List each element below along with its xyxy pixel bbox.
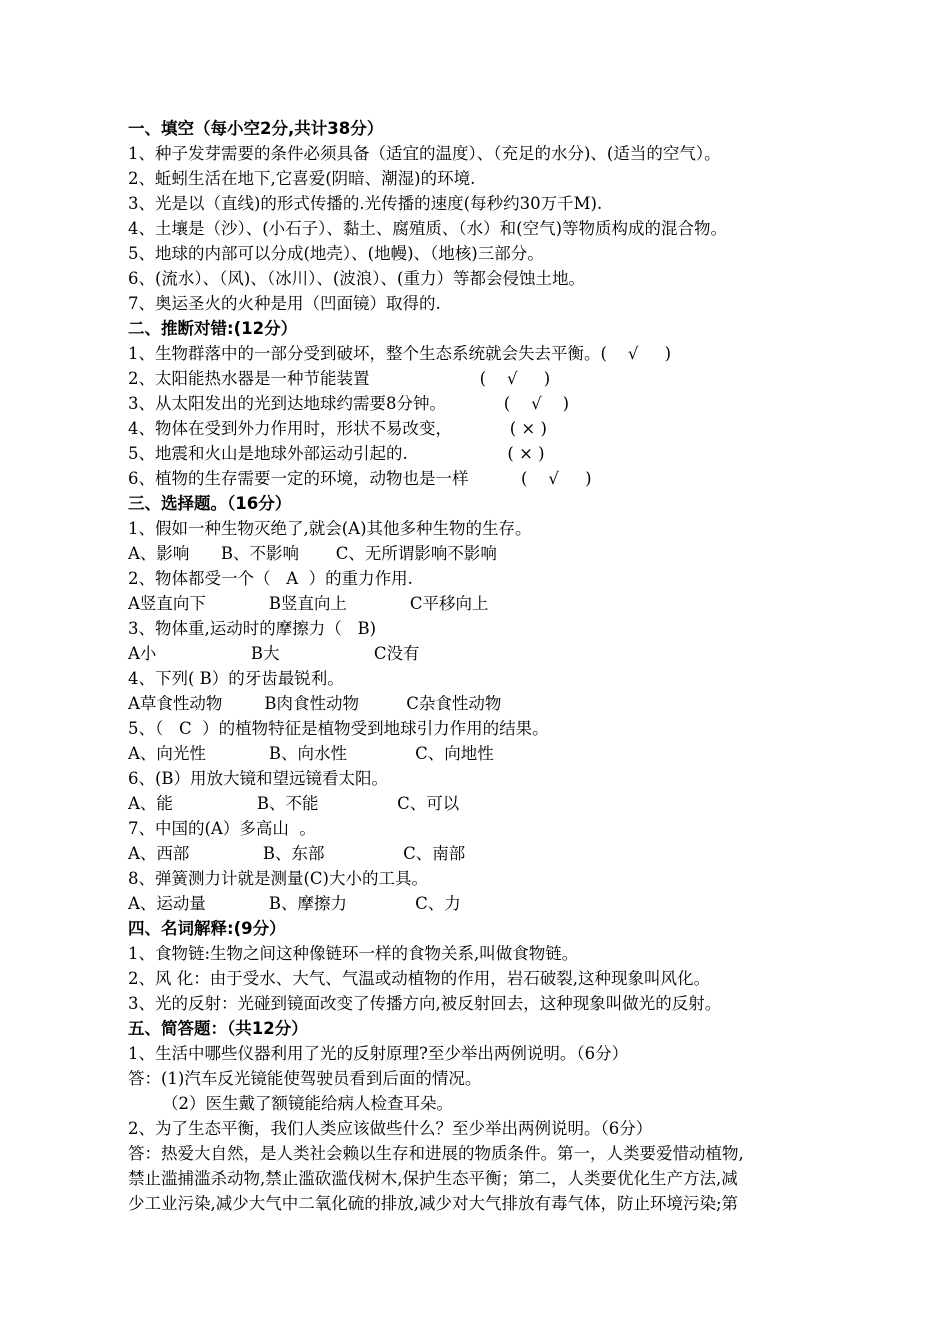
text-line: 1、生物群落中的一部分受到破坏，整个生态系统就会失去平衡。( √ ) xyxy=(128,344,672,363)
text-line: 8、弹簧测力计就是测量(C)大小的工具。 xyxy=(128,869,428,888)
section-heading: 三、选择题。（16分） xyxy=(128,494,292,513)
text-line: A、能 B、不能 C、可以 xyxy=(128,794,460,813)
text-line: 1、假如一种生物灭绝了,就会(A)其他多种生物的生存。 xyxy=(128,519,532,538)
text-line: 2、蚯蚓生活在地下,它喜爱(阴暗、潮湿)的环境. xyxy=(128,169,476,188)
text-line: A小 B大 C没有 xyxy=(128,644,420,663)
text-line: A、向光性 B、向水性 C、向地性 xyxy=(128,744,494,763)
text-line: 7、中国的(A）多高山 。 xyxy=(128,819,316,838)
text-line: （2）医生戴了额镜能给病人检查耳朵。 xyxy=(162,1094,453,1113)
text-line: 3、光的反射：光碰到镜面改变了传播方向,被反射回去，这种现象叫做光的反射。 xyxy=(128,994,722,1013)
text-line: 5、（ C ）的植物特征是植物受到地球引力作用的结果。 xyxy=(128,719,549,738)
section-heading: 一、填空（每小空2分,共计38分） xyxy=(128,119,384,138)
text-line: A竖直向下 B竖直向上 C平移向上 xyxy=(128,594,489,613)
text-line: 5、地球的内部可以分成(地壳）、(地幔)、（地核)三部分。 xyxy=(128,244,544,263)
text-line: 1、食物链:生物之间这种像链环一样的食物关系,叫做食物链。 xyxy=(128,944,579,963)
section-heading: 五、简答题：（共12分） xyxy=(128,1019,308,1038)
text-line: A、西部 B、东部 C、南部 xyxy=(128,844,466,863)
text-line: 2、太阳能热水器是一种节能装置 ( √ ) xyxy=(128,369,551,388)
text-line: 禁止滥捕滥杀动物,禁止滥砍滥伐树木,保护生态平衡；第二，人类要优化生产方法,减 xyxy=(128,1169,738,1188)
text-line: 1、种子发芽需要的条件必须具备（适宜的温度）、（充足的水分)、(适当的空气）。 xyxy=(128,144,721,163)
text-line: A草食性动物 B肉食性动物 C杂食性动物 xyxy=(128,694,502,713)
section-heading: 四、名词解释:(9分） xyxy=(128,919,286,938)
text-line: 答：热爱大自然，是人类社会赖以生存和进展的物质条件。第一，人类要爱惜动植物, xyxy=(128,1144,744,1163)
text-line: 6、(流水）、（风)、（冰川）、(波浪）、(重力）等都会侵蚀土地。 xyxy=(128,269,585,288)
text-line: 3、从太阳发出的光到达地球约需要8分钟。 ( √ ) xyxy=(128,394,570,413)
text-line: 4、下列( B）的牙齿最锐利。 xyxy=(128,669,344,688)
text-line: 4、物体在受到外力作用时，形状不易改变， ( × ) xyxy=(128,419,547,438)
text-line: 答：(1)汽车反光镜能使驾驶员看到后面的情况。 xyxy=(128,1069,482,1088)
text-line: A、影响 B、不影响 C、无所谓影响不影响 xyxy=(128,544,497,563)
text-line: 6、植物的生存需要一定的环境，动物也是一样 ( √ ) xyxy=(128,469,592,488)
text-line: 4、土壤是（沙）、(小石子）、黏土、腐殖质、（水）和(空气)等物质构成的混合物。 xyxy=(128,219,728,238)
text-line: A、运动量 B、摩擦力 C、力 xyxy=(128,894,461,913)
text-line: 3、物体重,运动时的摩擦力（ B) xyxy=(128,619,377,638)
text-line: 5、地震和火山是地球外部运动引起的. ( × ) xyxy=(128,444,545,463)
text-line: 1、生活中哪些仪器利用了光的反射原理?至少举出两例说明。（6分） xyxy=(128,1044,629,1063)
text-line: 2、物体都受一个（ A ）的重力作用. xyxy=(128,569,413,588)
text-line: 2、风 化：由于受水、大气、气温或动植物的作用，岩石破裂,这种现象叫风化。 xyxy=(128,969,710,988)
text-line: 6、(B）用放大镜和望远镜看太阳。 xyxy=(128,769,389,788)
text-line: 2、为了生态平衡，我们人类应该做些什么？至少举出两例说明。（6分） xyxy=(128,1119,653,1138)
text-line: 3、光是以（直线)的形式传播的.光传播的速度(每秒约30万千M). xyxy=(128,194,603,213)
text-line: 少工业污染,减少大气中二氧化硫的排放,减少对大气排放有毒气体，防止环境污染;第 xyxy=(128,1194,739,1213)
text-line: 7、奥运圣火的火种是用（凹面镜）取得的. xyxy=(128,294,441,313)
section-heading: 二、推断对错:(12分） xyxy=(128,319,298,338)
